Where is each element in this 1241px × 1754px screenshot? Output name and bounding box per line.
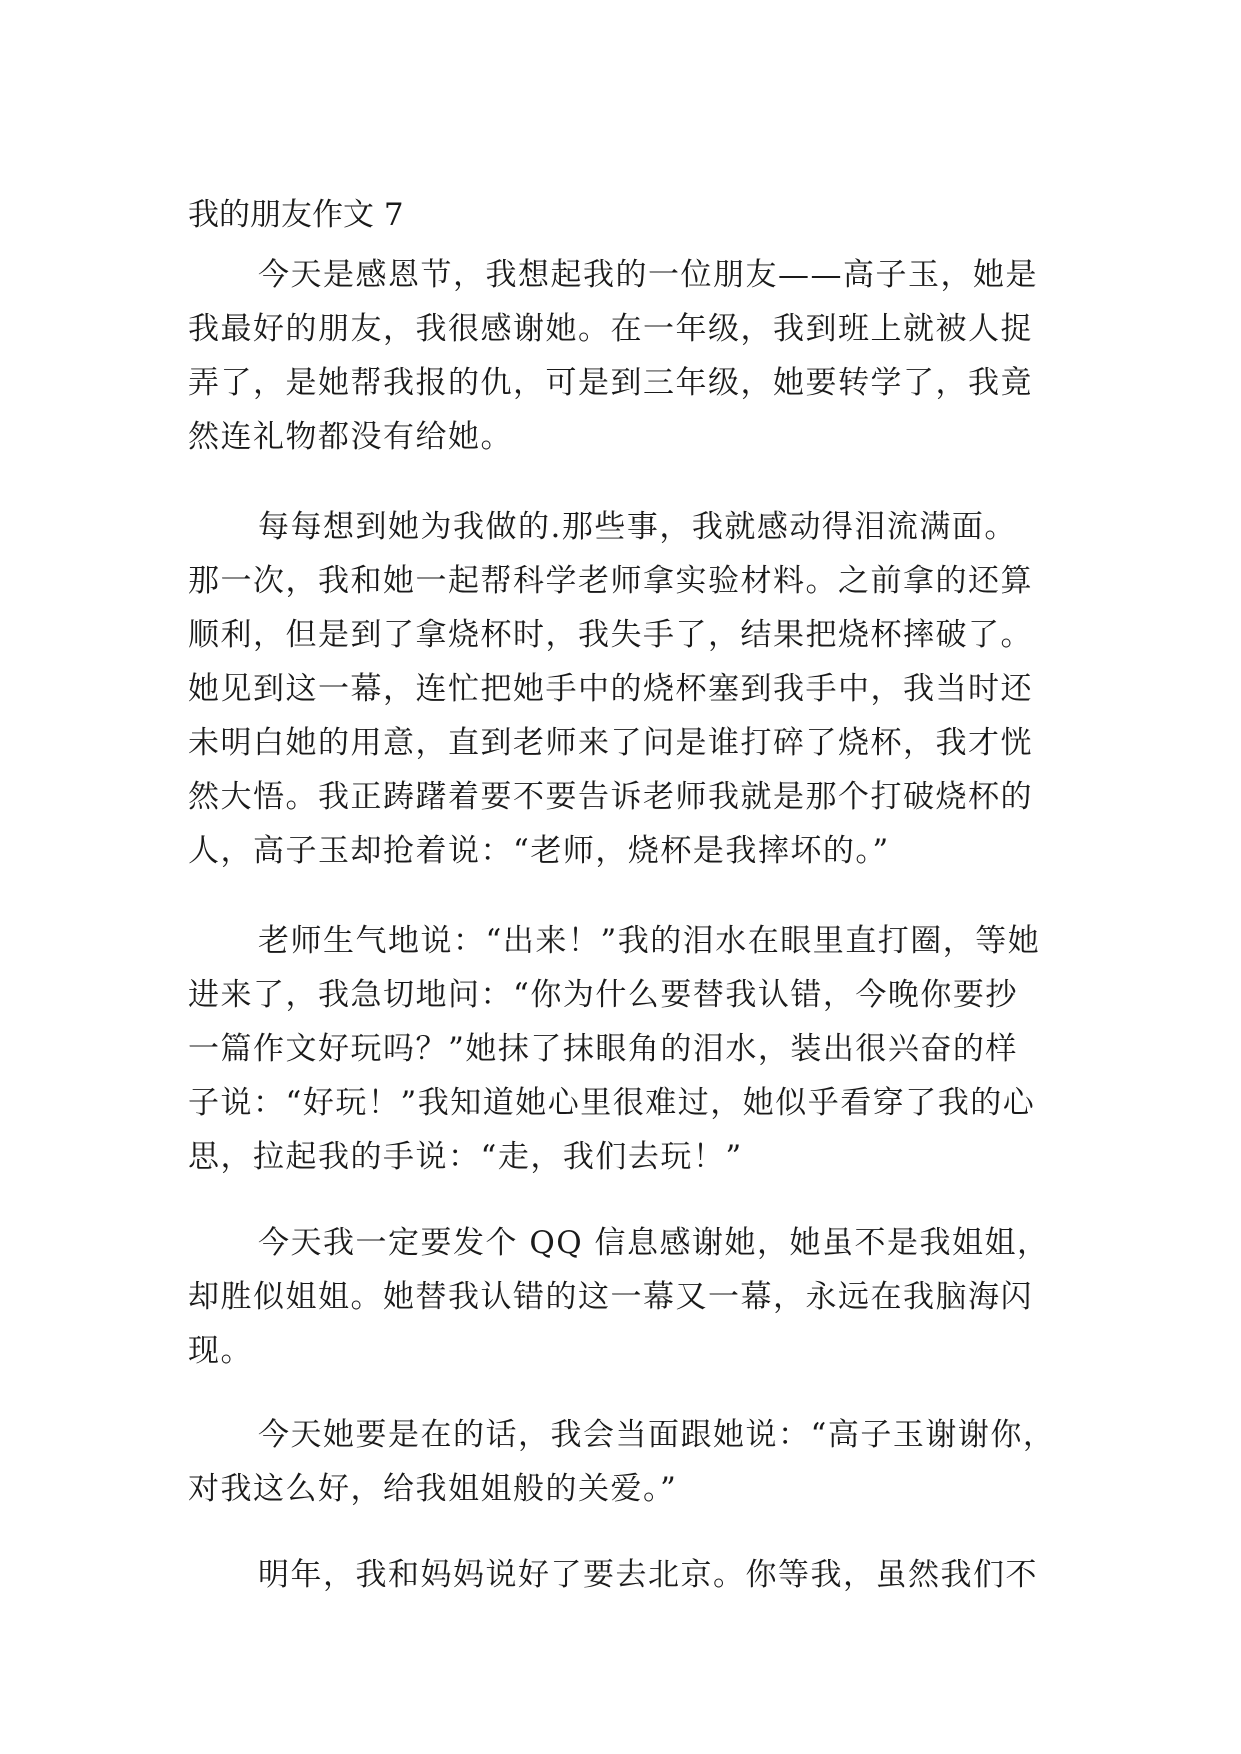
paragraph-6-line-1: 明年，我和妈妈说好了要去北京。你等我，虽然我们不 — [258, 1557, 1038, 1593]
paragraph-5-line-2: 对我这么好，给我姐姐般的关爱。” — [188, 1471, 678, 1507]
paragraph-1-line-2: 我最好的朋友，我很感谢她。在一年级，我到班上就被人捉 — [188, 311, 1033, 347]
paragraph-4-line-3: 现。 — [188, 1333, 253, 1369]
paragraph-4-line-2: 却胜似姐姐。她替我认错的这一幕又一幕，永远在我脑海闪 — [188, 1279, 1033, 1315]
paragraph-2-line-7: 人，高子玉却抢着说：“老师，烧杯是我摔坏的。” — [188, 833, 890, 869]
paragraph-3-line-5: 思，拉起我的手说：“走，我们去玩！” — [188, 1139, 743, 1175]
paragraph-1-line-3: 弄了，是她帮我报的仇，可是到三年级，她要转学了，我竟 — [188, 365, 1033, 401]
paragraph-1-line-4: 然连礼物都没有给她。 — [188, 419, 513, 455]
paragraph-2-line-1: 每每想到她为我做的.那些事，我就感动得泪流满面。 — [258, 509, 1017, 545]
paragraph-3-line-3: 一篇作文好玩吗？”她抹了抹眼角的泪水，装出很兴奋的样 — [188, 1031, 1018, 1067]
paragraph-5-line-1: 今天她要是在的话，我会当面跟她说：“高子玉谢谢你， — [258, 1417, 1056, 1453]
paragraph-2-line-4: 她见到这一幕，连忙把她手中的烧杯塞到我手中，我当时还 — [188, 671, 1033, 707]
paragraph-2-line-3: 顺利，但是到了拿烧杯时，我失手了，结果把烧杯摔破了。 — [188, 617, 1033, 653]
paragraph-4-line-1: 今天我一定要发个 QQ 信息感谢她，她虽不是我姐姐， — [258, 1225, 1050, 1261]
paragraph-3-line-1: 老师生气地说：“出来！”我的泪水在眼里直打圈，等她 — [258, 923, 1041, 959]
paragraph-2-line-2: 那一次，我和她一起帮科学老师拿实验材料。之前拿的还算 — [188, 563, 1033, 599]
paragraph-3-line-2: 进来了，我急切地问：“你为什么要替我认错，今晚你要抄 — [188, 977, 1018, 1013]
paragraph-1-line-1: 今天是感恩节，我想起我的一位朋友——高子玉，她是 — [258, 257, 1038, 293]
paragraph-2-line-6: 然大悟。我正踌躇着要不要告诉老师我就是那个打破烧杯的 — [188, 779, 1033, 815]
paragraph-3-line-4: 子说：“好玩！”我知道她心里很难过，她似乎看穿了我的心 — [188, 1085, 1036, 1121]
document-title: 我的朋友作文 7 — [188, 197, 404, 233]
paragraph-2-line-5: 未明白她的用意，直到老师来了问是谁打碎了烧杯，我才恍 — [188, 725, 1033, 761]
